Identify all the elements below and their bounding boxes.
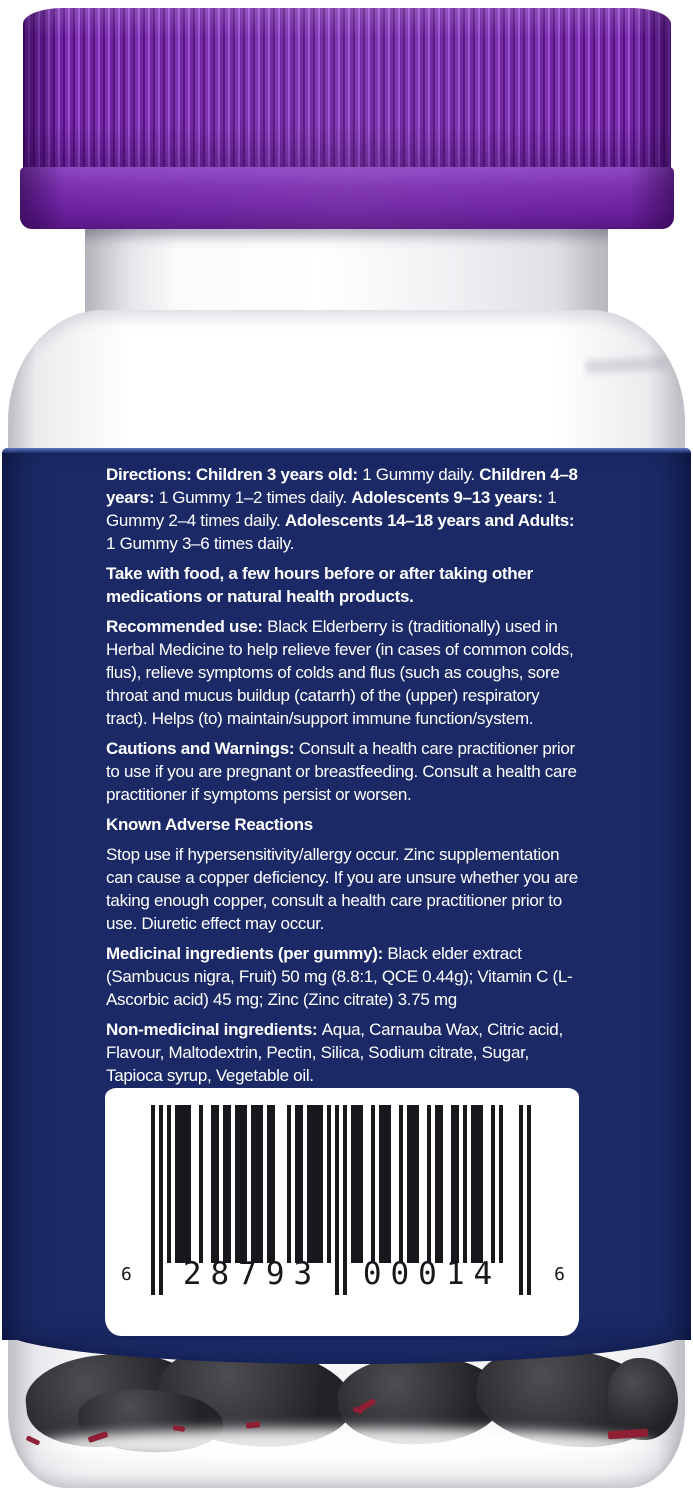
take-with-food-paragraph: Take with food, a few hours before or after taking other medications or natural health products. [106,564,533,606]
gummy-fleck [26,1435,41,1445]
label-text [106,463,579,1094]
bottle-shoulder [8,310,685,452]
bottle-cap-skirt [20,167,674,229]
bottle-neck [85,229,608,321]
barcode-digit-left: 6 [121,1264,132,1285]
adverse-reactions-heading: Known Adverse Reactions [106,815,313,834]
adverse-reactions-paragraph: Stop use if hypersensitivity/allergy occur. Zinc supplementation can cause a copper deficiency. If you are unsure whether you are taking enough copper, consult a health care practitioner prior to use. Diuretic effect may occur. [106,845,578,933]
directions-paragraph: Directions: Children 3 years old: 1 Gummy daily. Children 4–8 years: 1 Gummy 1–2 times daily. Adolescents 9–13 years: 1 Gummy 2–4 times daily. Adolescents 14–18 years and Adults: 1 Gummy 3–6 times daily. [106,465,578,553]
barcode-digit-right: 6 [554,1264,565,1285]
medicinal-ingredients-paragraph: Medicinal ingredients (per gummy): Black elder extract (Sambucus nigra, Fruit) 50 mg (8.8:1, QCE 0.44g); Vitamin C (L-Ascorbic acid) 45 mg; Zinc (Zinc citrate) 3.75 mg [106,944,573,1009]
bottle-cap-ridges [23,8,671,169]
glass-highlight [38,1428,655,1462]
back-label [2,448,691,1340]
barcode-digits-group1: 28793 [182,1256,322,1292]
label-top-edge [2,448,691,453]
barcode-digits-group2: 00014 [362,1256,502,1292]
barcode [105,1088,579,1336]
non-medicinal-ingredients-paragraph: Non-medicinal ingredients: Aqua, Carnauba Wax, Citric acid, Flavour, Maltodextrin, Pectin, Silica, Sodium citrate, Sugar, Tapioca syrup, Vegetable oil. [106,1020,563,1085]
gummy [608,1358,678,1440]
recommended-use-paragraph: Recommended use: Black Elderberry is (traditionally) used in Herbal Medicine to help relieve fever (in cases of common colds, flus), relieve symptoms of colds and flus (such as coughs, sore throat and mucus buildup (catarrh) of the (upper) respiratory tract). Helps (to) maintain/support immune function/system. [106,617,574,728]
cautions-paragraph: Cautions and Warnings: Consult a health care practitioner prior to use if you are pregnant or breastfeeding. Consult a health care practitioner if symptoms persist or worsen. [106,739,577,804]
